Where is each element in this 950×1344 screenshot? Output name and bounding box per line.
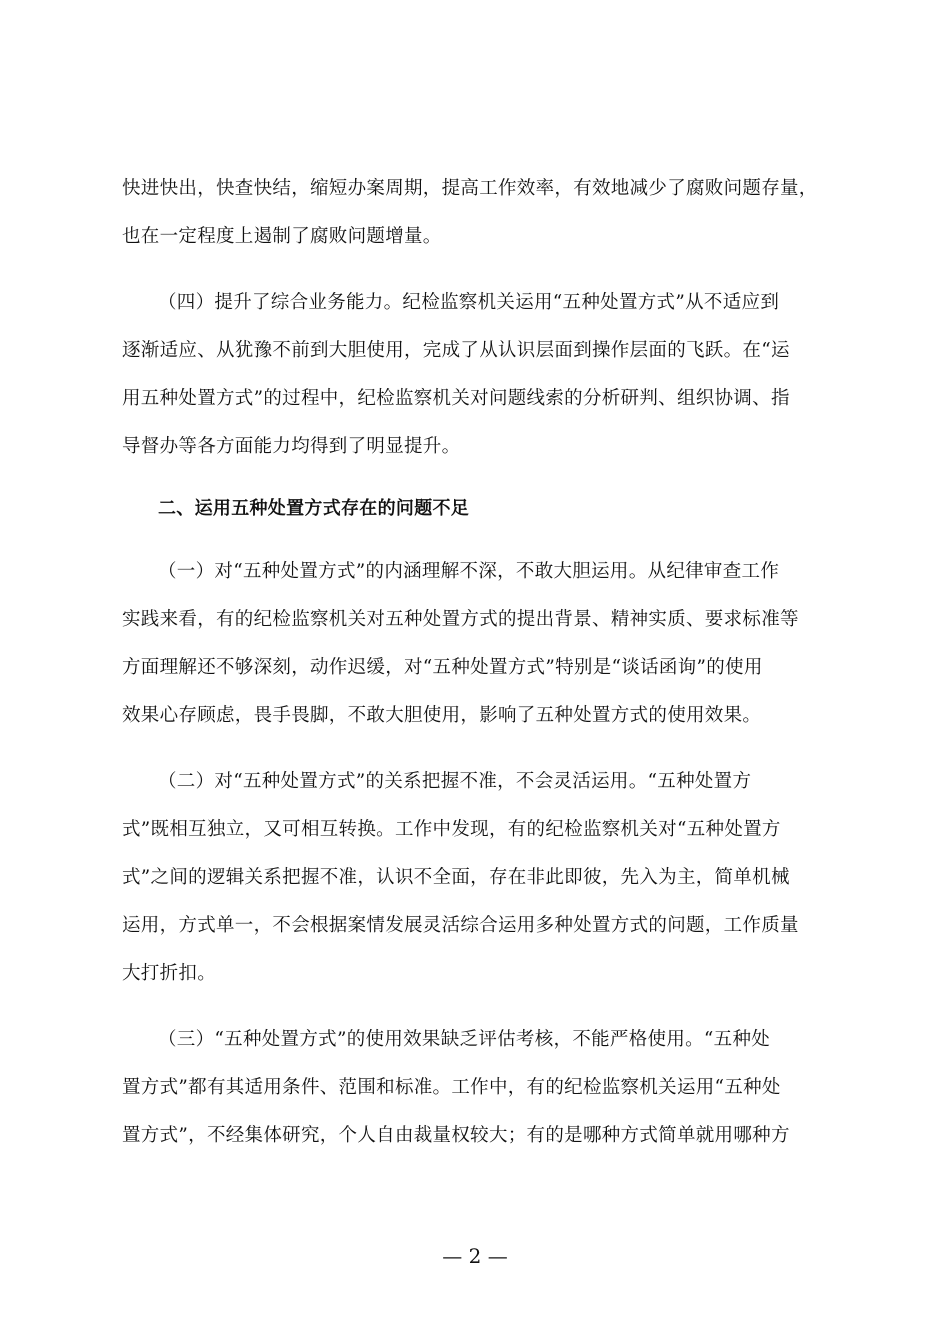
paragraph-line: 导督办等各方面能力均得到了明显提升。 bbox=[122, 436, 461, 457]
paragraph-line: 逐渐适应、从犹豫不前到大胆使用，完成了从认识层面到操作层面的飞跃。在“运 bbox=[122, 340, 790, 361]
paragraph-line: 实践来看，有的纪检监察机关对五种处置方式的提出背景、精神实质、要求标准等 bbox=[122, 609, 799, 630]
paragraph-line: 置方式”，不经集体研究，个人自由裁量权较大；有的是哪种方式简单就用哪种方 bbox=[122, 1125, 790, 1146]
paragraph-line: 式”既相互独立，又可相互转换。工作中发现，有的纪检监察机关对“五种处置方 bbox=[122, 819, 781, 840]
page-number: — 2 — bbox=[442, 1244, 508, 1268]
paragraph-line: 置方式”都有其适用条件、范围和标准。工作中，有的纪检监察机关运用“五种处 bbox=[122, 1077, 781, 1098]
paragraph-line: 快进快出，快查快结，缩短办案周期，提高工作效率，有效地减少了腐败问题存量， bbox=[122, 178, 818, 199]
paragraph-line: 运用，方式单一，不会根据案情发展灵活综合运用多种处置方式的问题，工作质量 bbox=[122, 915, 799, 936]
paragraph-line: （二）对“五种处置方式”的关系把握不准，不会灵活运用。“五种处置方 bbox=[158, 771, 752, 792]
paragraph-line: 大打折扣。 bbox=[122, 963, 217, 984]
paragraph-line: 也在一定程度上遏制了腐败问题增量。 bbox=[122, 226, 442, 247]
paragraph-line: （一）对“五种处置方式”的内涵理解不深，不敢大胆运用。从纪律审查工作 bbox=[158, 561, 780, 582]
section-heading: 二、运用五种处置方式存在的问题不足 bbox=[158, 498, 470, 519]
paragraph-line: （四）提升了综合业务能力。纪检监察机关运用“五种处置方式”从不适应到 bbox=[158, 292, 780, 313]
paragraph-line: 效果心存顾虑，畏手畏脚，不敢大胆使用，影响了五种处置方式的使用效果。 bbox=[122, 705, 762, 726]
paragraph-line: （三）“五种处置方式”的使用效果缺乏评估考核，不能严格使用。“五种处 bbox=[158, 1029, 771, 1050]
paragraph-line: 用五种处置方式”的过程中，纪检监察机关对问题线索的分析研判、组织协调、指 bbox=[122, 388, 790, 409]
paragraph-line: 方面理解还不够深刻，动作迟缓，对“五种处置方式”特别是“谈话函询”的使用 bbox=[122, 657, 763, 678]
paragraph-line: 式”之间的逻辑关系把握不准，认识不全面，存在非此即彼，先入为主，简单机械 bbox=[122, 867, 790, 888]
